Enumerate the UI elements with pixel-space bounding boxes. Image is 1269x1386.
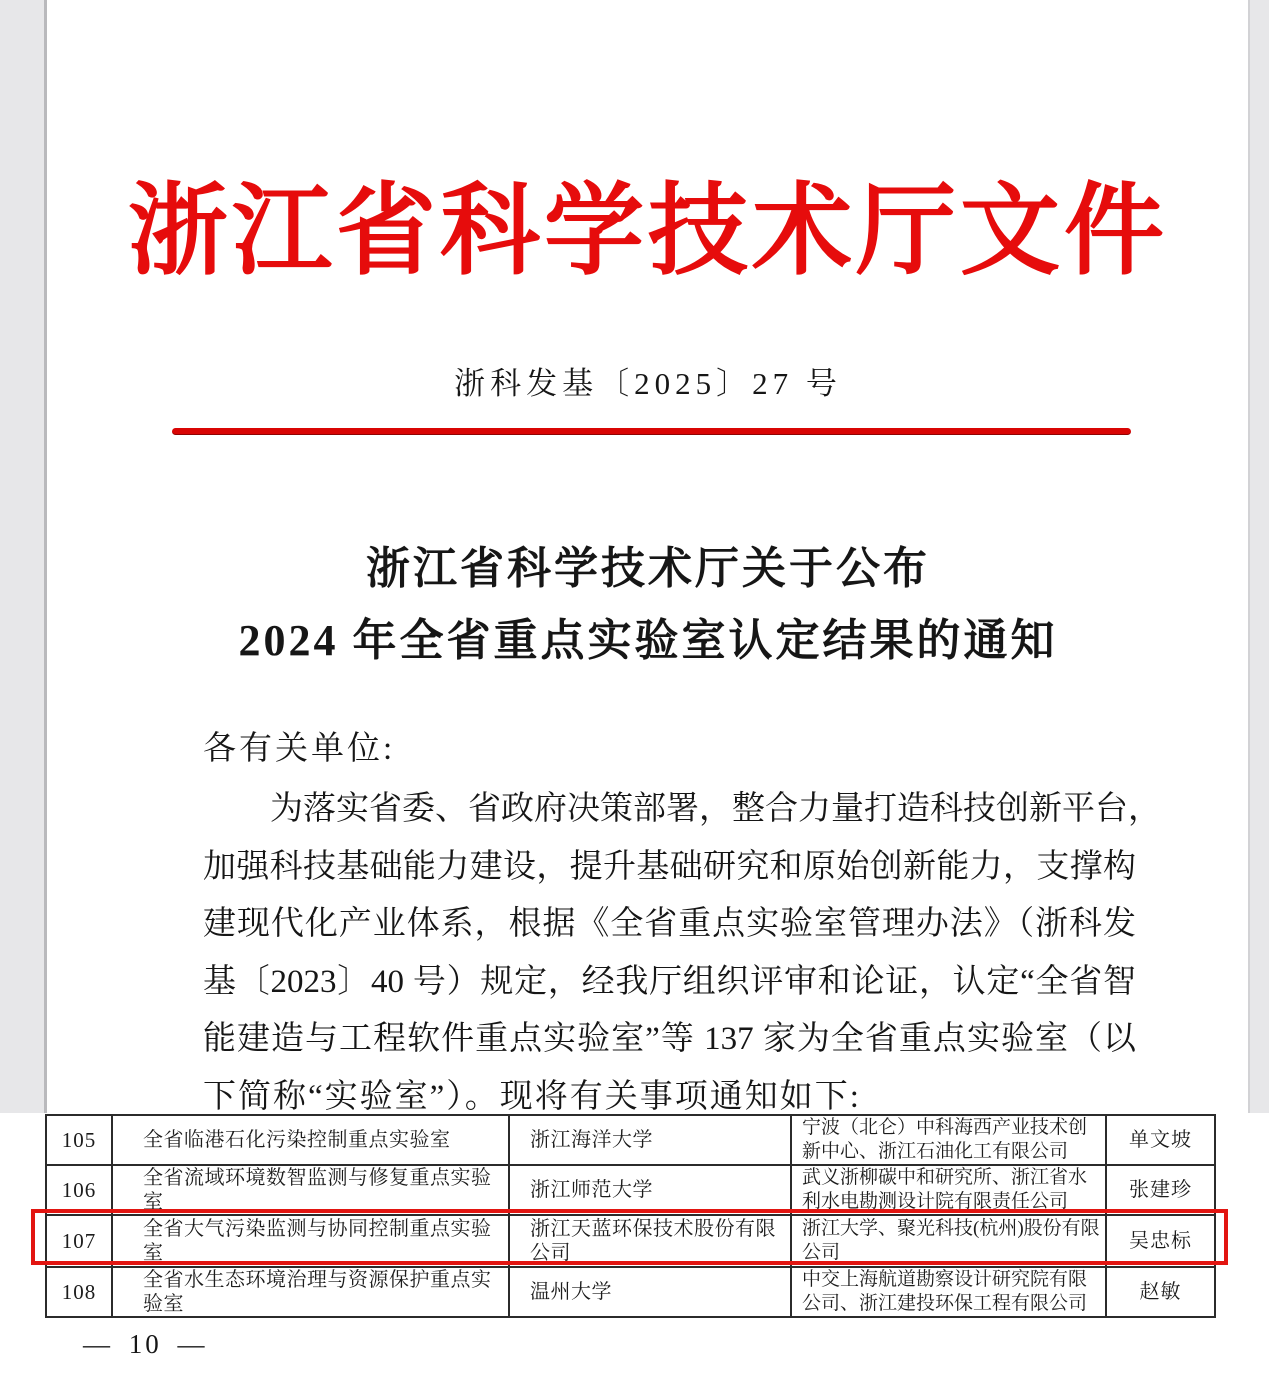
row-number: 106	[46, 1165, 112, 1215]
row-number: 107	[46, 1215, 112, 1267]
salutation: 各有关单位:	[203, 731, 396, 767]
body-line: 下简称“实验室”）。现将有关事项通知如下:	[203, 1078, 861, 1115]
supporting-institution: 温州大学	[509, 1267, 791, 1317]
lab-director: 张建珍	[1106, 1165, 1215, 1215]
partner-institutions: 浙江大学、聚光科技(杭州)股份有限公司	[791, 1215, 1106, 1267]
row-number: 105	[46, 1115, 112, 1165]
partner-institutions: 中交上海航道勘察设计研究院有限公司、浙江建投环保工程有限公司	[791, 1267, 1106, 1317]
lab-director: 吴忠标	[1106, 1215, 1215, 1267]
lab-name: 全省大气污染监测与协同控制重点实验室	[112, 1215, 509, 1267]
table-row-107-highlighted	[46, 1215, 1215, 1267]
partner-institutions: 武义浙柳碳中和研究所、浙江省水利水电勘测设计院有限责任公司	[791, 1165, 1106, 1215]
body-paragraph	[203, 781, 1161, 1126]
lab-name: 全省水生态环境治理与资源保护重点实验室	[112, 1267, 509, 1317]
lab-name: 全省临港石化污染控制重点实验室	[112, 1115, 509, 1165]
lab-approval-table	[45, 1114, 1216, 1318]
lab-name: 全省流域环境数智监测与修复重点实验室	[112, 1165, 509, 1215]
page-margin-left	[0, 0, 47, 1113]
lab-director: 赵敏	[1106, 1267, 1215, 1317]
table-row-108	[46, 1267, 1215, 1317]
notice-title-line1: 浙江省科学技术厅关于公布	[366, 544, 930, 593]
table-row-105	[46, 1115, 1215, 1165]
body-line: 为落实省委、省政府决策部署，整合力量打造科技创新平台，	[270, 791, 1161, 827]
body-line: 能建造与工程软件重点实验室”等 137 家为全省重点实验室（以	[203, 1021, 1136, 1057]
supporting-institution: 浙江天蓝环保技术股份有限公司	[509, 1215, 791, 1267]
body-line: 基〔2023〕40 号）规定，经我厅组织评审和论证，认定“全省智	[203, 963, 1136, 1000]
document-number: 浙科发基〔2025〕27 号	[454, 366, 842, 401]
partner-institutions: 宁波（北仑）中科海西产业技术创新中心、浙江石油化工有限公司	[791, 1115, 1106, 1165]
supporting-institution: 浙江师范大学	[509, 1165, 791, 1215]
page-margin-right	[1248, 0, 1269, 1113]
row-number: 108	[46, 1267, 112, 1317]
page-number: — 10 —	[83, 1329, 208, 1359]
red-divider-rule	[172, 428, 1131, 435]
body-line: 建现代化产业体系，根据《全省重点实验室管理办法》（浙科发	[203, 906, 1136, 942]
table-row-106	[46, 1165, 1215, 1215]
letterhead-title: 浙江省科学技术厅文件	[128, 176, 1168, 287]
body-line: 加强科技基础能力建设，提升基础研究和原始创新能力，支撑构	[203, 848, 1136, 885]
lab-director: 单文坡	[1106, 1115, 1215, 1165]
notice-title-line2: 2024 年全省重点实验室认定结果的通知	[238, 616, 1058, 665]
supporting-institution: 浙江海洋大学	[509, 1115, 791, 1165]
